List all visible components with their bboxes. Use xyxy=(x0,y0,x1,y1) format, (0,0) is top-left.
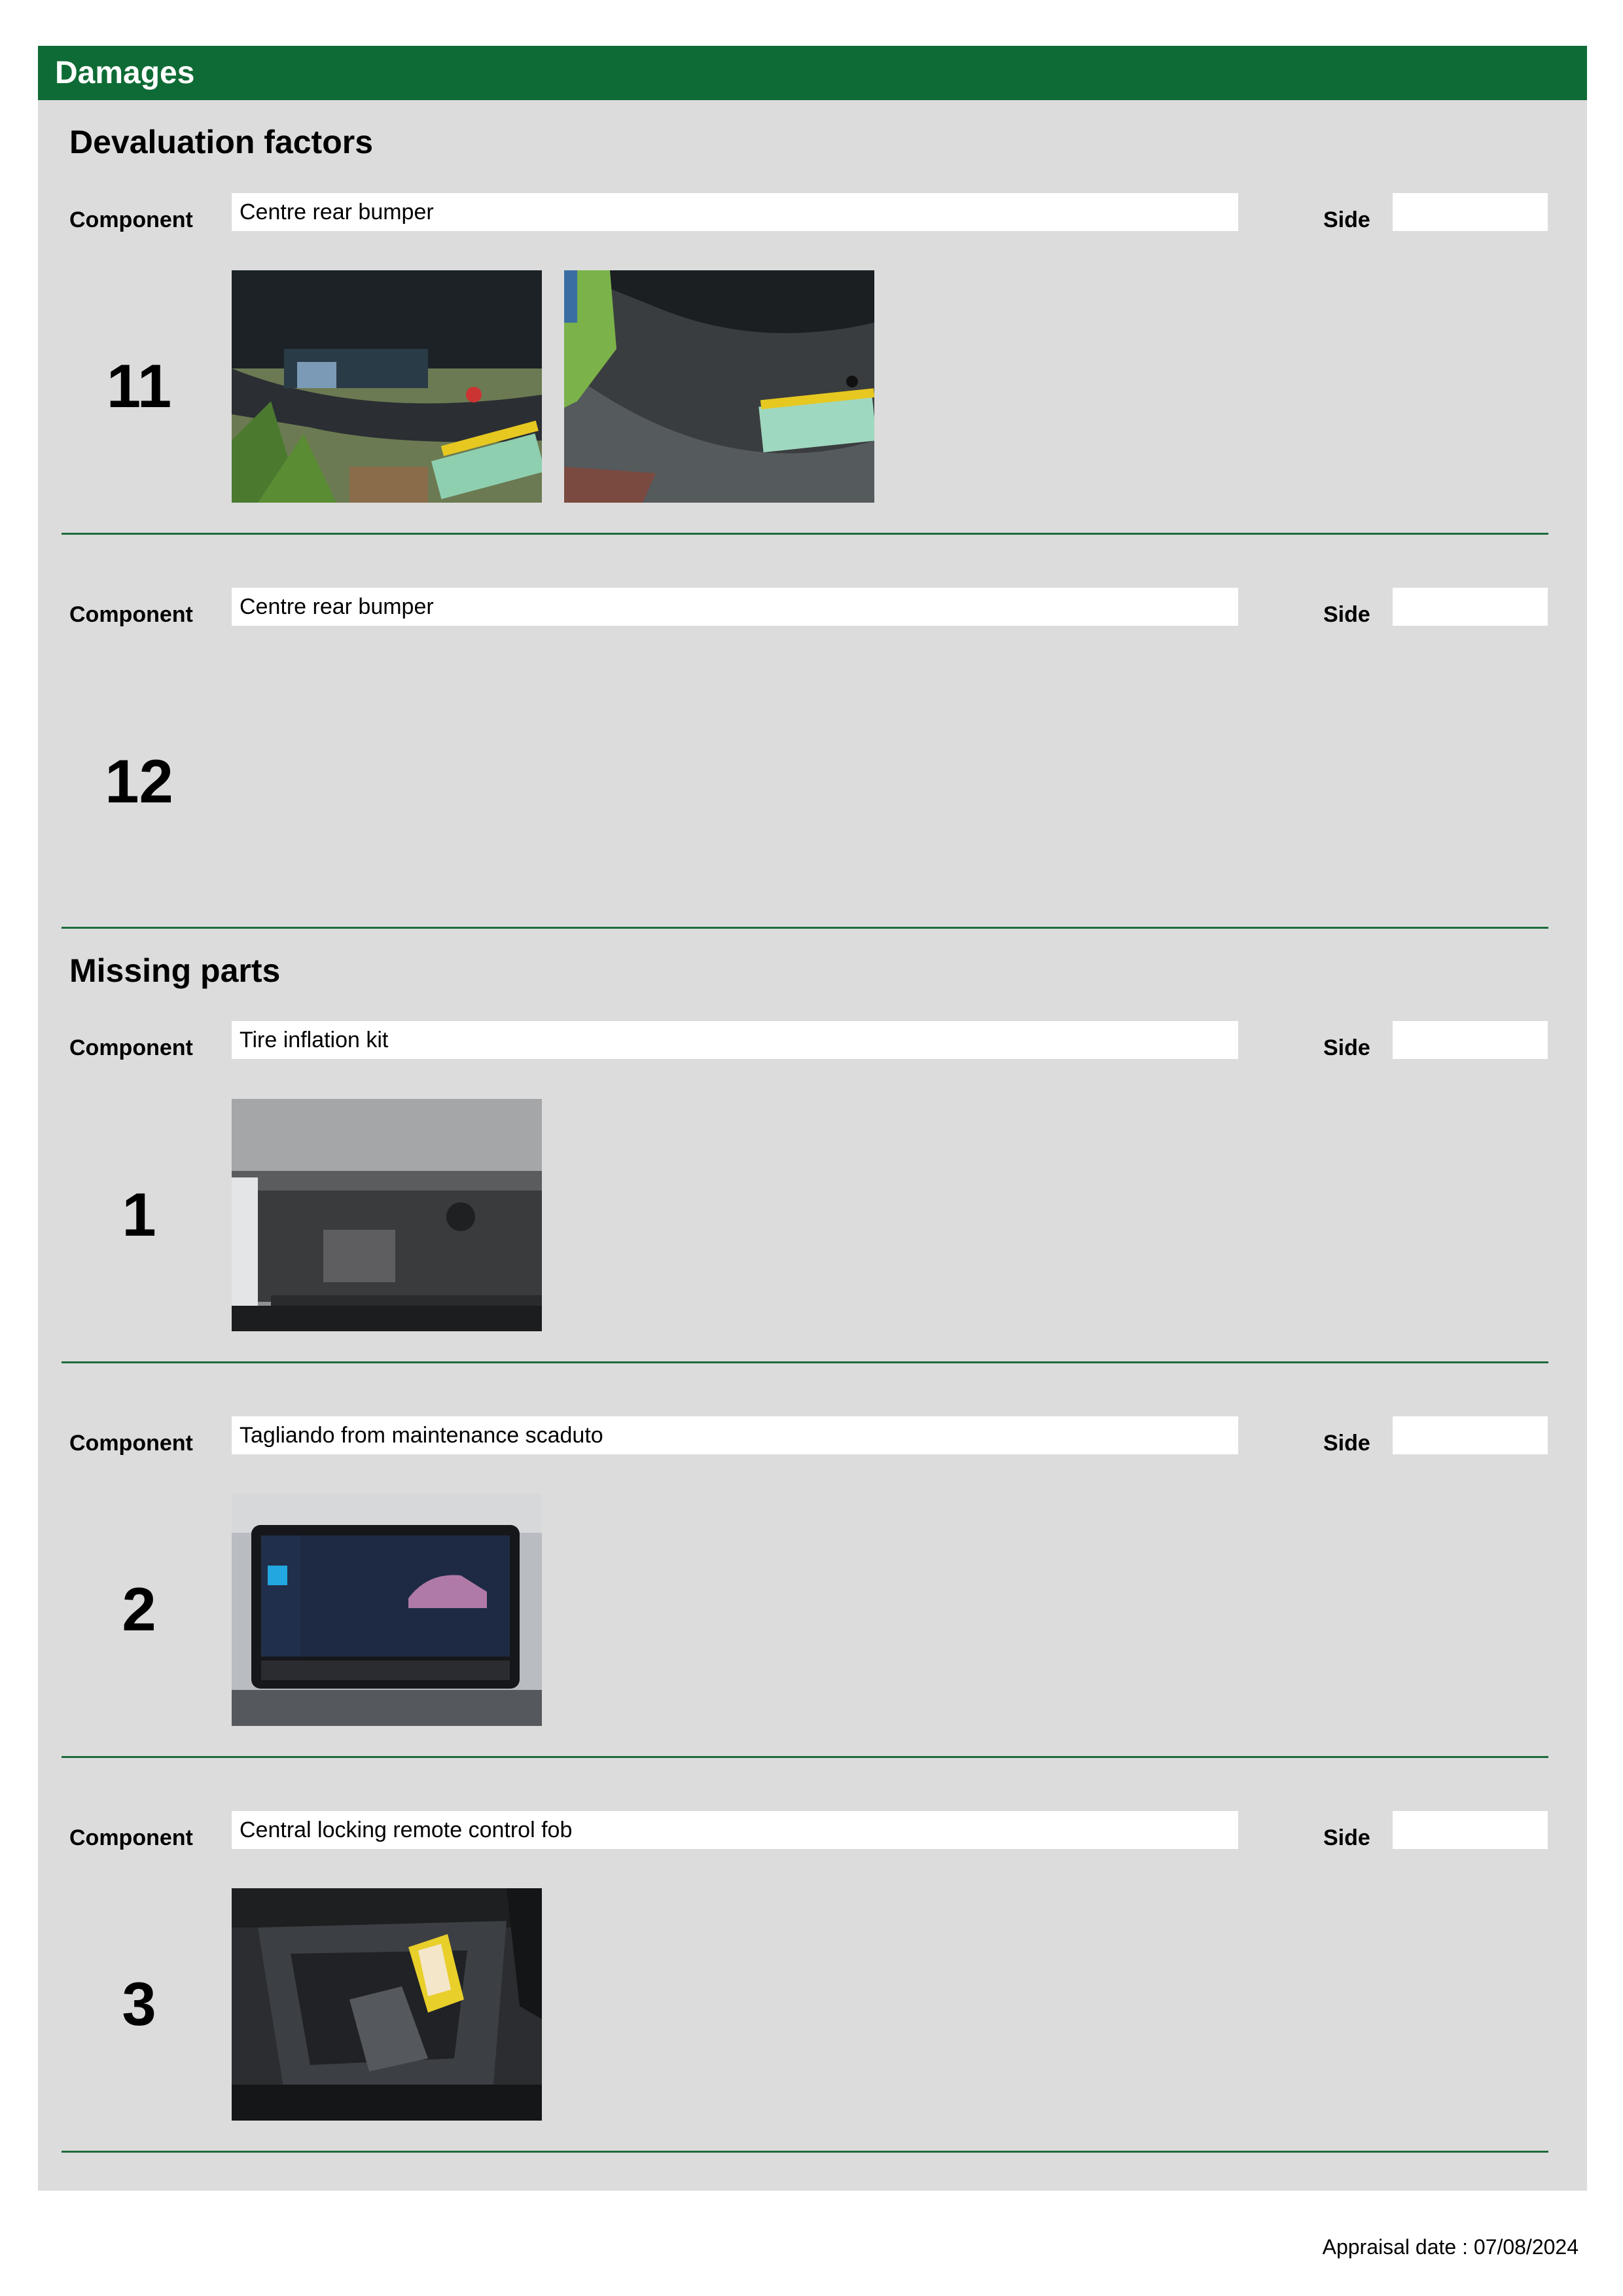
side-field xyxy=(1393,1021,1548,1059)
side-field xyxy=(1393,193,1548,231)
component-label: Component xyxy=(69,1431,193,1456)
component-field: Central locking remote control fob xyxy=(232,1811,1238,1849)
missing-section-title: Missing parts xyxy=(69,952,281,989)
item-number: 1 xyxy=(122,1180,156,1249)
side-field xyxy=(1393,1811,1548,1849)
side-label: Side xyxy=(1323,1825,1370,1850)
item-divider xyxy=(62,927,1548,929)
devaluation-section-title: Devaluation factors xyxy=(69,124,374,160)
item-divider xyxy=(62,533,1548,535)
component-label: Component xyxy=(69,1035,193,1060)
side-label: Side xyxy=(1323,207,1370,232)
item-divider xyxy=(62,1756,1548,1758)
item-divider xyxy=(62,2151,1548,2153)
item-divider xyxy=(62,1361,1548,1363)
rear-bumper-closeup-photo[interactable] xyxy=(564,270,874,503)
item-number: 2 xyxy=(122,1575,156,1643)
side-label: Side xyxy=(1323,1035,1370,1060)
key-fob-photo[interactable] xyxy=(232,1888,542,2121)
component-label: Component xyxy=(69,602,193,627)
item-number: 11 xyxy=(106,351,172,420)
component-field: Centre rear bumper xyxy=(232,588,1238,626)
component-label: Component xyxy=(69,1825,193,1850)
side-field xyxy=(1393,1416,1548,1454)
side-label: Side xyxy=(1323,602,1370,627)
item-number: 3 xyxy=(122,1969,156,2038)
component-field: Centre rear bumper xyxy=(232,193,1238,231)
item-number: 12 xyxy=(105,747,173,816)
component-field: Tire inflation kit xyxy=(232,1021,1238,1059)
side-field xyxy=(1393,588,1548,626)
trunk-compartment-photo[interactable] xyxy=(232,1099,542,1331)
side-label: Side xyxy=(1323,1431,1370,1456)
infotainment-screen-photo[interactable] xyxy=(232,1494,542,1726)
component-label: Component xyxy=(69,207,193,232)
rear-bumper-photo[interactable] xyxy=(232,270,542,503)
component-field: Tagliando from maintenance scaduto xyxy=(232,1416,1238,1454)
appraisal-date: Appraisal date : 07/08/2024 xyxy=(1322,2235,1578,2259)
damages-header: Damages xyxy=(38,46,1587,100)
